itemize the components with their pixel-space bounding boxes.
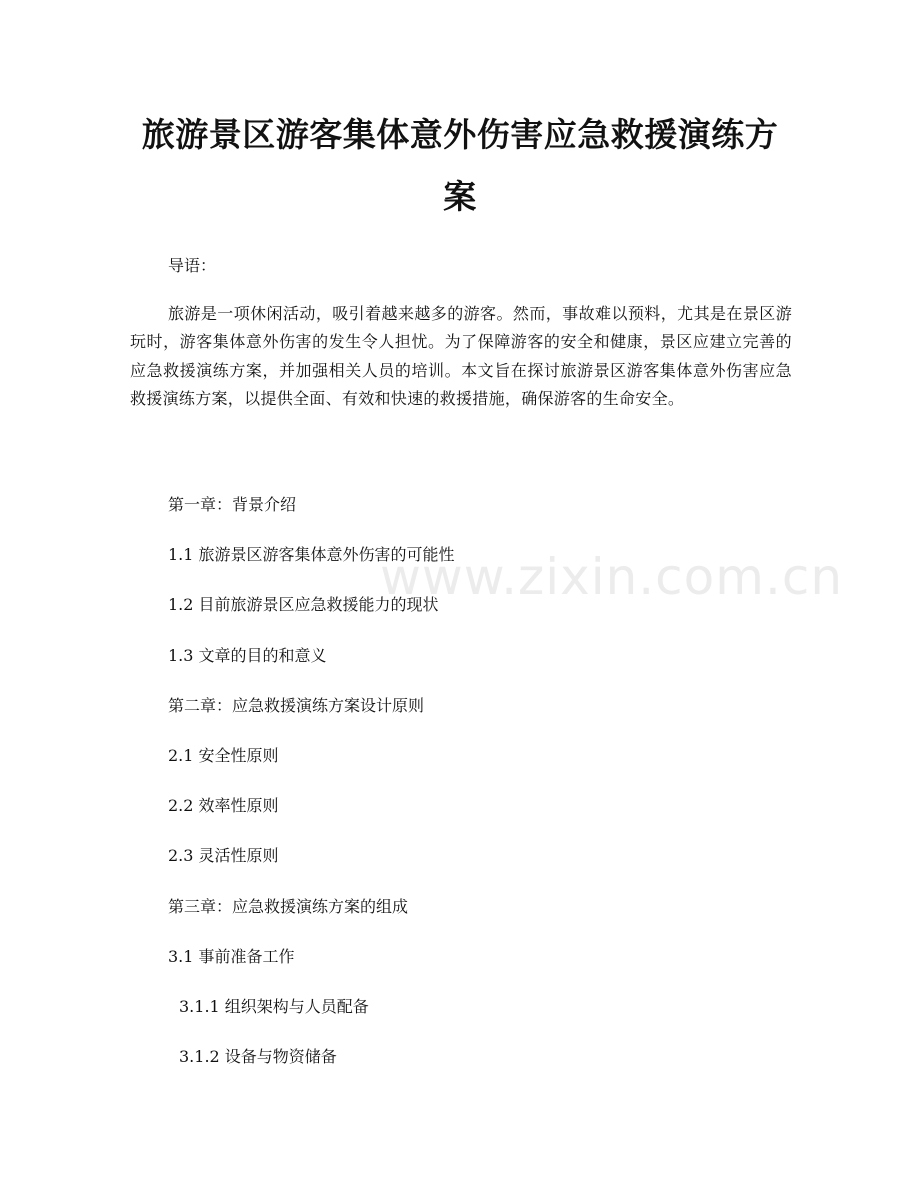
section-item: 2.1 安全性原则 xyxy=(168,746,279,765)
subsection-item: 3.1.1 组织架构与人员配备 xyxy=(179,997,369,1016)
chapter-heading: 第二章：应急救援演练方案设计原则 xyxy=(168,696,425,715)
subsection-item: 3.1.2 设备与物资储备 xyxy=(179,1047,337,1066)
title-line-2: 案 xyxy=(443,177,477,216)
title-line-1: 旅游景区游客集体意外伤害应急救援演练方 xyxy=(141,115,779,154)
watermark: www.zixin.com.cn xyxy=(380,548,844,606)
section-item: 1.3 文章的目的和意义 xyxy=(168,646,327,665)
section-item: 3.1 事前准备工作 xyxy=(168,947,295,966)
chapter-heading: 第一章：背景介绍 xyxy=(168,495,297,514)
document-title xyxy=(130,104,790,228)
intro-label: 导语： xyxy=(168,256,217,275)
section-item: 1.2 目前旅游景区应急救援能力的现状 xyxy=(168,595,439,614)
section-item: 2.2 效率性原则 xyxy=(168,796,279,815)
intro-paragraph: 旅游是一项休闲活动，吸引着越来越多的游客。然而，事故难以预料，尤其是在景区游玩时，游客集体意外伤害的发生令人担忧。为了保障游客的安全和健康，景区应建立完善的应急救援演练方案，并加强相关人员的培训。本文旨在探讨旅游景区游客集体意外伤害应急救援演练方案，以提供全面、有效和快速的救援措施，确保游客的生命安全。 xyxy=(130,304,792,408)
section-item: 1.1 旅游景区游客集体意外伤害的可能性 xyxy=(168,545,455,564)
chapter-heading: 第三章：应急救援演练方案的组成 xyxy=(168,897,409,916)
section-item: 2.3 灵活性原则 xyxy=(168,846,279,865)
